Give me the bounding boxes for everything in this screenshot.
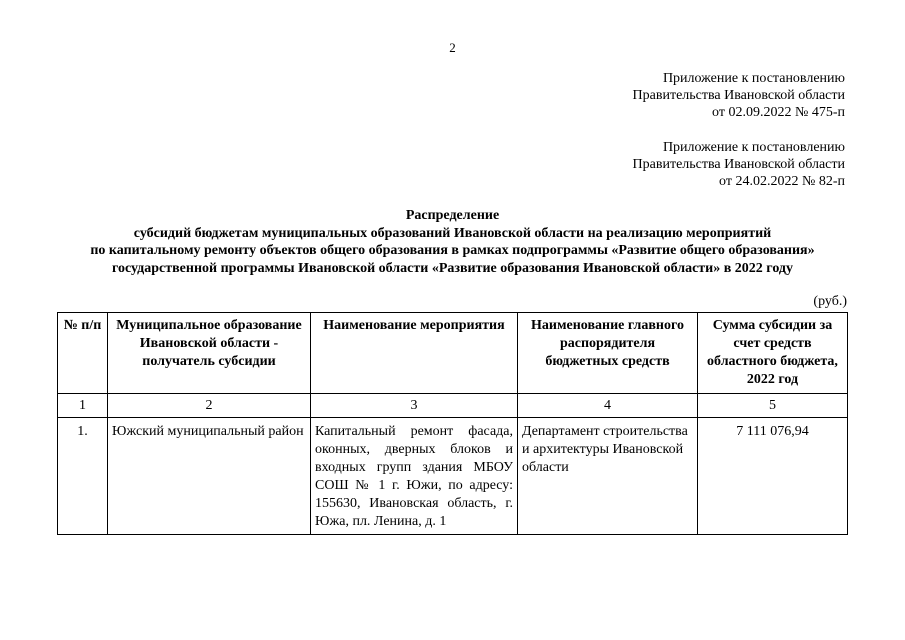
table-row [58, 418, 848, 535]
title-line3: по капитальному ремонту объектов общего образования в рамках подпрограммы «Развитие общего образования» [90, 243, 815, 258]
header-number: № п/п [58, 313, 108, 394]
appendix-current-line1: Приложение к постановлению [662, 71, 845, 86]
row-amount: 7 111 076,94 [698, 418, 848, 535]
header-amount: Сумма субсидии за счет средств областного бюджета, 2022 год [698, 313, 848, 394]
currency-note: (руб.) [813, 294, 847, 309]
row-number: 1. [58, 418, 108, 535]
appendix-current-line3: от 02.09.2022 № 475-п [712, 105, 845, 120]
column-number: 3 [311, 394, 518, 418]
appendix-original-line3: от 24.02.2022 № 82-п [719, 174, 845, 189]
row-event: Капитальный ремонт фасада, оконных, дверных блоков и входных групп здания МБОУ СОШ № 1 г. Южи, по адресу: 155630, Ивановская область, г. Южа, пл. Ленина, д. 1 [311, 418, 518, 535]
column-number-row [58, 394, 848, 418]
header-municipality: Муниципальное образование Ивановской области - получатель субсидии [108, 313, 311, 394]
page-number: 2 [449, 40, 456, 55]
title-line2: субсидий бюджетам муниципальных образований Ивановской области на реализацию мероприятий [133, 225, 772, 241]
appendix-current-line2: Правительства Ивановской области [632, 88, 845, 103]
appendix-original-line1: Приложение к постановлению [662, 140, 845, 155]
column-number: 4 [518, 394, 698, 418]
row-manager: Департамент строительства и архитектуры Ивановской области [518, 418, 698, 535]
header-event: Наименование мероприятия [311, 313, 518, 394]
column-number: 1 [58, 394, 108, 418]
header-manager: Наименование главного распорядителя бюджетных средств [518, 313, 698, 394]
table-header-row [58, 313, 848, 394]
appendix-original-line2: Правительства Ивановской области [632, 157, 845, 172]
subsidy-table [57, 312, 848, 535]
document-title [20, 207, 885, 277]
column-number: 2 [108, 394, 311, 418]
column-number: 5 [698, 394, 848, 418]
appendix-original-reference [633, 139, 845, 190]
title-line4: государственной программы Ивановской области «Развитие образования Ивановской области» в 2022 году [112, 260, 793, 276]
appendix-current-reference [633, 70, 845, 121]
title-line1: Распределение [405, 208, 500, 223]
row-municipality: Южский муниципальный район [108, 418, 311, 535]
